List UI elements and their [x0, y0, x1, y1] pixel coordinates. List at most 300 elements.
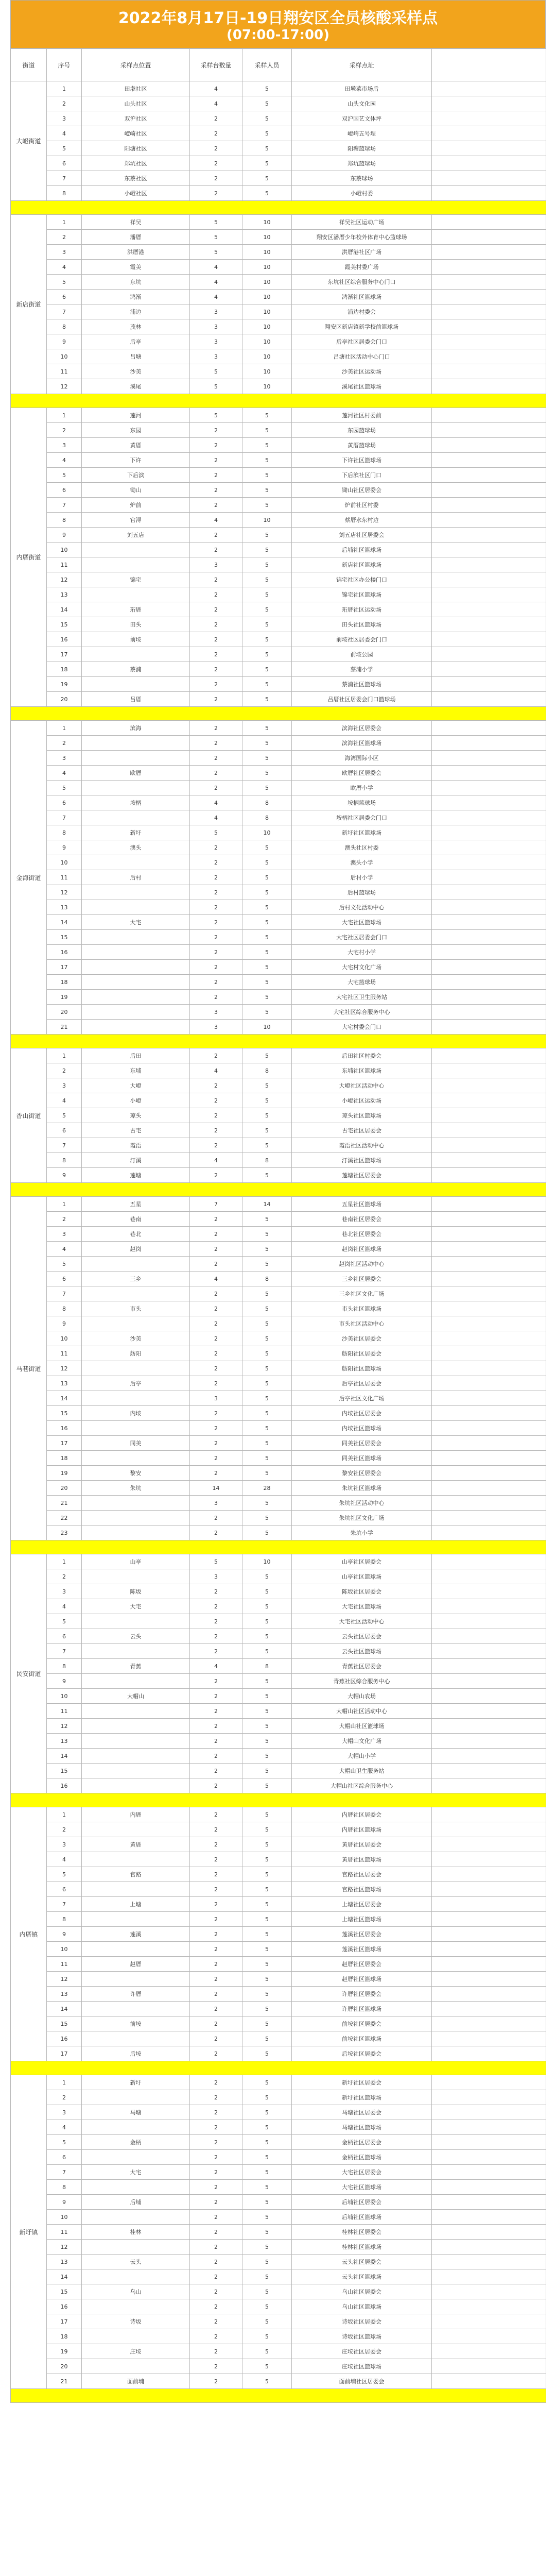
table-row	[11, 2284, 546, 2299]
cell-extra	[432, 111, 546, 126]
table-row	[11, 528, 546, 543]
cell-site: 霞美	[82, 260, 190, 275]
cell-desks: 2	[190, 855, 242, 870]
cell-seq: 10	[47, 1331, 82, 1346]
cell-staff: 5	[242, 1749, 292, 1764]
cell-desks: 2	[190, 498, 242, 513]
cell-desks: 2	[190, 141, 242, 156]
cell-seq: 5	[47, 781, 82, 795]
cell-desks: 2	[190, 2240, 242, 2255]
cell-seq: 9	[47, 334, 82, 349]
table-row	[11, 513, 546, 528]
table-row	[11, 230, 546, 245]
cell-staff: 5	[242, 2120, 292, 2135]
cell-desks: 2	[190, 186, 242, 201]
cell-seq: 20	[47, 2359, 82, 2374]
cell-seq: 17	[47, 2314, 82, 2329]
cell-extra	[432, 692, 546, 707]
cell-site: 莲溪	[82, 1927, 190, 1942]
cell-extra	[432, 1554, 546, 1569]
table-row	[11, 900, 546, 915]
cell-address: 蔡厝水东村边	[292, 513, 432, 528]
cell-site	[82, 1421, 190, 1436]
cell-staff: 5	[242, 408, 292, 423]
cell-staff: 5	[242, 587, 292, 602]
cell-staff: 10	[242, 513, 292, 528]
cell-extra	[432, 1972, 546, 1987]
cell-extra	[432, 1346, 546, 1361]
cell-desks: 2	[190, 423, 242, 438]
cell-extra	[432, 632, 546, 647]
cell-address: 欧厝小学	[292, 781, 432, 795]
cell-seq: 22	[47, 1511, 82, 1526]
table-row	[11, 1361, 546, 1376]
cell-town: 金海街道	[11, 721, 47, 1035]
cell-staff: 5	[242, 632, 292, 647]
cell-seq: 7	[47, 810, 82, 825]
cell-desks: 2	[190, 1466, 242, 1481]
cell-address: 后垵社区居委会	[292, 2046, 432, 2061]
cell-seq: 21	[47, 1020, 82, 1035]
cell-seq: 6	[47, 1629, 82, 1644]
cell-staff: 5	[242, 1168, 292, 1183]
cell-seq: 20	[47, 1005, 82, 1020]
cell-extra	[432, 1361, 546, 1376]
cell-extra	[432, 1436, 546, 1451]
cell-desks: 3	[190, 349, 242, 364]
cell-site: 蔡浦	[82, 662, 190, 677]
table-row	[11, 781, 546, 795]
cell-seq: 3	[47, 1584, 82, 1599]
cell-desks: 2	[190, 990, 242, 1005]
cell-site: 吕塘	[82, 349, 190, 364]
cell-extra	[432, 1957, 546, 1972]
cell-staff: 5	[242, 721, 292, 736]
table-row	[11, 945, 546, 960]
table-row	[11, 141, 546, 156]
cell-extra	[432, 602, 546, 617]
cell-desks: 2	[190, 572, 242, 587]
cell-site: 霞浯	[82, 1138, 190, 1153]
cell-desks: 2	[190, 2299, 242, 2314]
cell-seq: 5	[47, 1257, 82, 1272]
section-divider	[11, 1035, 546, 1048]
cell-seq: 8	[47, 825, 82, 840]
cell-desks: 4	[190, 1153, 242, 1168]
cell-desks: 3	[190, 1496, 242, 1511]
cell-desks: 2	[190, 1852, 242, 1867]
cell-desks: 2	[190, 1749, 242, 1764]
cell-extra	[432, 1807, 546, 1822]
cell-seq: 15	[47, 2016, 82, 2031]
header-staff: 采样人员	[242, 49, 292, 81]
cell-address: 阳塘篮球场	[292, 141, 432, 156]
cell-seq: 14	[47, 1391, 82, 1406]
table-row	[11, 2105, 546, 2120]
cell-site: 官路	[82, 1867, 190, 1882]
cell-staff: 5	[242, 1704, 292, 1719]
cell-address: 溪尾社区篮球场	[292, 379, 432, 394]
cell-extra	[432, 2329, 546, 2344]
cell-site: 山头社区	[82, 96, 190, 111]
cell-staff: 5	[242, 975, 292, 990]
cell-address: 莲溪社区居委会	[292, 1927, 432, 1942]
cell-staff: 10	[242, 364, 292, 379]
cell-desks: 2	[190, 1764, 242, 1778]
cell-seq: 16	[47, 2031, 82, 2046]
section-divider	[11, 1793, 546, 1807]
table-row	[11, 304, 546, 319]
cell-address: 市头社区篮球场	[292, 1301, 432, 1316]
table-row	[11, 2165, 546, 2180]
cell-address: 大帽山社区活动中心	[292, 1704, 432, 1719]
cell-address: 大宅社区卫生服务站	[292, 990, 432, 1005]
cell-address: 大宅社区篮球场	[292, 1599, 432, 1614]
cell-site: 沙美	[82, 1331, 190, 1346]
cell-site: 炉前	[82, 498, 190, 513]
cell-seq: 12	[47, 885, 82, 900]
cell-seq: 3	[47, 245, 82, 260]
cell-extra	[432, 810, 546, 825]
cell-seq: 1	[47, 2075, 82, 2090]
table-header-row	[11, 49, 546, 81]
table-row	[11, 1569, 546, 1584]
cell-staff: 5	[242, 870, 292, 885]
table-row	[11, 2002, 546, 2016]
cell-site	[82, 1852, 190, 1867]
cell-site	[82, 2299, 190, 2314]
cell-staff: 5	[242, 1376, 292, 1391]
cell-address: 后亭社区文化广场	[292, 1391, 432, 1406]
table-row	[11, 1063, 546, 1078]
cell-seq: 7	[47, 1644, 82, 1659]
cell-extra	[432, 215, 546, 230]
header-address: 采样点址	[292, 49, 432, 81]
cell-staff: 5	[242, 1212, 292, 1227]
cell-desks: 2	[190, 1048, 242, 1063]
cell-extra	[432, 781, 546, 795]
cell-seq: 10	[47, 2210, 82, 2225]
cell-site	[82, 1822, 190, 1837]
cell-site: 乌山	[82, 2284, 190, 2299]
table-row	[11, 1481, 546, 1496]
cell-site	[82, 1005, 190, 1020]
cell-address: 官路社区篮球场	[292, 1882, 432, 1897]
cell-desks: 2	[190, 2150, 242, 2165]
cell-staff: 10	[242, 304, 292, 319]
cell-address: 同美社区居委会	[292, 1436, 432, 1451]
cell-address: 陈坂社区居委会	[292, 1584, 432, 1599]
cell-staff: 5	[242, 528, 292, 543]
cell-site	[82, 1020, 190, 1035]
cell-desks: 2	[190, 975, 242, 990]
cell-address: 山亭社区篮球场	[292, 1569, 432, 1584]
cell-address: 浦边村委会	[292, 304, 432, 319]
cell-site	[82, 1704, 190, 1719]
table-row	[11, 557, 546, 572]
cell-staff: 5	[242, 1719, 292, 1734]
cell-desks: 2	[190, 1987, 242, 2002]
cell-address: 大宅社区活动中心	[292, 1614, 432, 1629]
cell-site: 大嶝	[82, 1078, 190, 1093]
table-row	[11, 1466, 546, 1481]
cell-desks: 2	[190, 1406, 242, 1421]
cell-extra	[432, 1778, 546, 1793]
table-row	[11, 260, 546, 275]
cell-desks: 2	[190, 1897, 242, 1912]
cell-staff: 5	[242, 1614, 292, 1629]
table-row	[11, 825, 546, 840]
cell-site	[82, 1496, 190, 1511]
cell-desks: 4	[190, 275, 242, 290]
header-extra	[432, 49, 546, 81]
cell-extra	[432, 245, 546, 260]
cell-address: 东埔社区篮球场	[292, 1063, 432, 1078]
cell-address: 黄厝社区篮球场	[292, 1852, 432, 1867]
cell-address: 莲河社区村委前	[292, 408, 432, 423]
cell-site: 马塘	[82, 2105, 190, 2120]
cell-address: 上塘社区居委会	[292, 1897, 432, 1912]
cell-desks: 2	[190, 1511, 242, 1526]
cell-staff: 5	[242, 2344, 292, 2359]
cell-site	[82, 1257, 190, 1272]
table-row	[11, 2180, 546, 2195]
cell-extra	[432, 2314, 546, 2329]
cell-site	[82, 1882, 190, 1897]
cell-extra	[432, 543, 546, 557]
cell-desks: 2	[190, 1376, 242, 1391]
cell-desks: 2	[190, 528, 242, 543]
cell-staff: 5	[242, 1912, 292, 1927]
cell-address: 舫阳社区篮球场	[292, 1361, 432, 1376]
cell-site: 上塘	[82, 1897, 190, 1912]
cell-staff: 5	[242, 2165, 292, 2180]
cell-desks: 2	[190, 885, 242, 900]
header-site: 采样点位置	[82, 49, 190, 81]
cell-extra	[432, 156, 546, 171]
table-row	[11, 2150, 546, 2165]
cell-seq: 13	[47, 587, 82, 602]
cell-desks: 2	[190, 156, 242, 171]
table-row	[11, 1629, 546, 1644]
cell-extra	[432, 1272, 546, 1286]
cell-site	[82, 587, 190, 602]
cell-site: 古宅	[82, 1123, 190, 1138]
cell-seq: 17	[47, 2046, 82, 2061]
cell-staff: 5	[242, 2075, 292, 2090]
cell-extra	[432, 1153, 546, 1168]
cell-extra	[432, 1867, 546, 1882]
cell-site	[82, 736, 190, 751]
cell-staff: 10	[242, 1554, 292, 1569]
cell-staff: 5	[242, 1689, 292, 1704]
cell-desks: 2	[190, 1972, 242, 1987]
cell-staff: 5	[242, 2180, 292, 2195]
cell-site	[82, 1674, 190, 1689]
cell-address: 珩厝社区运动场	[292, 602, 432, 617]
cell-desks: 2	[190, 1674, 242, 1689]
table-row	[11, 677, 546, 692]
cell-site: 东蔡社区	[82, 171, 190, 186]
cell-staff: 5	[242, 2284, 292, 2299]
table-row	[11, 1927, 546, 1942]
cell-seq: 2	[47, 1063, 82, 1078]
cell-desks: 2	[190, 736, 242, 751]
cell-seq: 11	[47, 1957, 82, 1972]
cell-seq: 5	[47, 1867, 82, 1882]
cell-staff: 8	[242, 795, 292, 810]
cell-site	[82, 543, 190, 557]
cell-address: 大宅社区篮球场	[292, 915, 432, 930]
cell-staff: 8	[242, 1153, 292, 1168]
cell-site	[82, 1511, 190, 1526]
cell-staff: 5	[242, 1078, 292, 1093]
cell-site: 陈坂	[82, 1584, 190, 1599]
sampling-site-table	[10, 48, 546, 2403]
cell-desks: 2	[190, 2195, 242, 2210]
cell-extra	[432, 975, 546, 990]
cell-extra	[432, 1719, 546, 1734]
cell-address: 鸿渐社区篮球场	[292, 290, 432, 304]
cell-desks: 2	[190, 930, 242, 945]
cell-address: 田头社区篮球场	[292, 617, 432, 632]
table-row	[11, 2240, 546, 2255]
cell-extra	[432, 2284, 546, 2299]
cell-extra	[432, 1138, 546, 1153]
cell-desks: 5	[190, 245, 242, 260]
cell-address: 官路社区居委会	[292, 1867, 432, 1882]
cell-staff: 5	[242, 751, 292, 766]
cell-staff: 5	[242, 1927, 292, 1942]
cell-seq: 7	[47, 1286, 82, 1301]
cell-site	[82, 1391, 190, 1406]
table-row	[11, 721, 546, 736]
cell-extra	[432, 1406, 546, 1421]
cell-seq: 19	[47, 990, 82, 1005]
table-row	[11, 1764, 546, 1778]
cell-desks: 2	[190, 1346, 242, 1361]
cell-site: 黄厝	[82, 1837, 190, 1852]
cell-address: 内厝社区居委会	[292, 1807, 432, 1822]
cell-site: 面前埔	[82, 2374, 190, 2389]
cell-staff: 5	[242, 1942, 292, 1957]
cell-address: 新店社区篮球场	[292, 557, 432, 572]
cell-extra	[432, 1286, 546, 1301]
cell-desks: 2	[190, 1599, 242, 1614]
cell-address: 大宅社区居委会门口	[292, 930, 432, 945]
cell-desks: 2	[190, 2269, 242, 2284]
cell-seq: 4	[47, 1093, 82, 1108]
cell-staff: 5	[242, 1421, 292, 1436]
cell-address: 同美社区篮球场	[292, 1451, 432, 1466]
cell-seq: 2	[47, 1569, 82, 1584]
table-row	[11, 1882, 546, 1897]
cell-site: 锄山	[82, 483, 190, 498]
cell-site	[82, 1644, 190, 1659]
cell-address: 前垵社区居委会门口	[292, 632, 432, 647]
cell-seq: 2	[47, 1822, 82, 1837]
cell-site: 田头	[82, 617, 190, 632]
cell-address: 许厝社区篮球场	[292, 2002, 432, 2016]
cell-extra	[432, 1108, 546, 1123]
cell-address: 内垵社区篮球场	[292, 1421, 432, 1436]
cell-seq: 16	[47, 2299, 82, 2314]
cell-extra	[432, 1331, 546, 1346]
table-row	[11, 855, 546, 870]
cell-desks: 2	[190, 1927, 242, 1942]
cell-seq: 19	[47, 1466, 82, 1481]
cell-extra	[432, 1822, 546, 1837]
cell-site: 双沪社区	[82, 111, 190, 126]
cell-staff: 5	[242, 2299, 292, 2314]
cell-staff: 5	[242, 1882, 292, 1897]
cell-seq: 6	[47, 483, 82, 498]
cell-extra	[432, 334, 546, 349]
cell-seq: 10	[47, 543, 82, 557]
cell-seq: 11	[47, 364, 82, 379]
cell-seq: 7	[47, 1897, 82, 1912]
cell-staff: 5	[242, 1451, 292, 1466]
section-divider-cell	[11, 394, 546, 408]
cell-site	[82, 1451, 190, 1466]
cell-desks: 4	[190, 290, 242, 304]
cell-extra	[432, 795, 546, 810]
cell-address: 莲溪社区篮球场	[292, 1942, 432, 1957]
cell-desks: 2	[190, 1867, 242, 1882]
cell-address: 巷南社区居委会	[292, 1212, 432, 1227]
cell-address: 大帽山农场	[292, 1689, 432, 1704]
cell-seq: 10	[47, 349, 82, 364]
cell-site: 洪厝港	[82, 245, 190, 260]
cell-address: 马塘社区篮球场	[292, 2120, 432, 2135]
table-row	[11, 334, 546, 349]
cell-staff: 5	[242, 1837, 292, 1852]
cell-seq: 19	[47, 2344, 82, 2359]
cell-extra	[432, 1063, 546, 1078]
cell-address: 后亭社区居委会	[292, 1376, 432, 1391]
cell-staff: 5	[242, 2150, 292, 2165]
cell-extra	[432, 1659, 546, 1674]
table-row	[11, 2225, 546, 2240]
cell-desks: 4	[190, 513, 242, 528]
cell-town: 内厝街道	[11, 408, 47, 707]
cell-extra	[432, 1421, 546, 1436]
cell-extra	[432, 1257, 546, 1272]
cell-seq: 10	[47, 855, 82, 870]
cell-site: 珩厝	[82, 602, 190, 617]
table-row	[11, 171, 546, 186]
cell-extra	[432, 2180, 546, 2195]
table-row	[11, 1674, 546, 1689]
cell-seq: 4	[47, 1242, 82, 1257]
cell-desks: 2	[190, 602, 242, 617]
cell-staff: 5	[242, 2240, 292, 2255]
cell-address: 大宅社区综合服务中心	[292, 1005, 432, 1020]
cell-address: 垵柄社区居委会门口	[292, 810, 432, 825]
cell-address: 刘五店社区居委会	[292, 528, 432, 543]
cell-staff: 5	[242, 1242, 292, 1257]
cell-seq: 5	[47, 1108, 82, 1123]
cell-seq: 8	[47, 186, 82, 201]
table-row	[11, 498, 546, 513]
cell-desks: 2	[190, 2210, 242, 2225]
cell-address: 大宅社区居委会	[292, 2165, 432, 2180]
cell-seq: 12	[47, 379, 82, 394]
cell-site: 茂林	[82, 319, 190, 334]
cell-address: 云头社区篮球场	[292, 2269, 432, 2284]
cell-staff: 5	[242, 960, 292, 975]
cell-desks: 5	[190, 230, 242, 245]
